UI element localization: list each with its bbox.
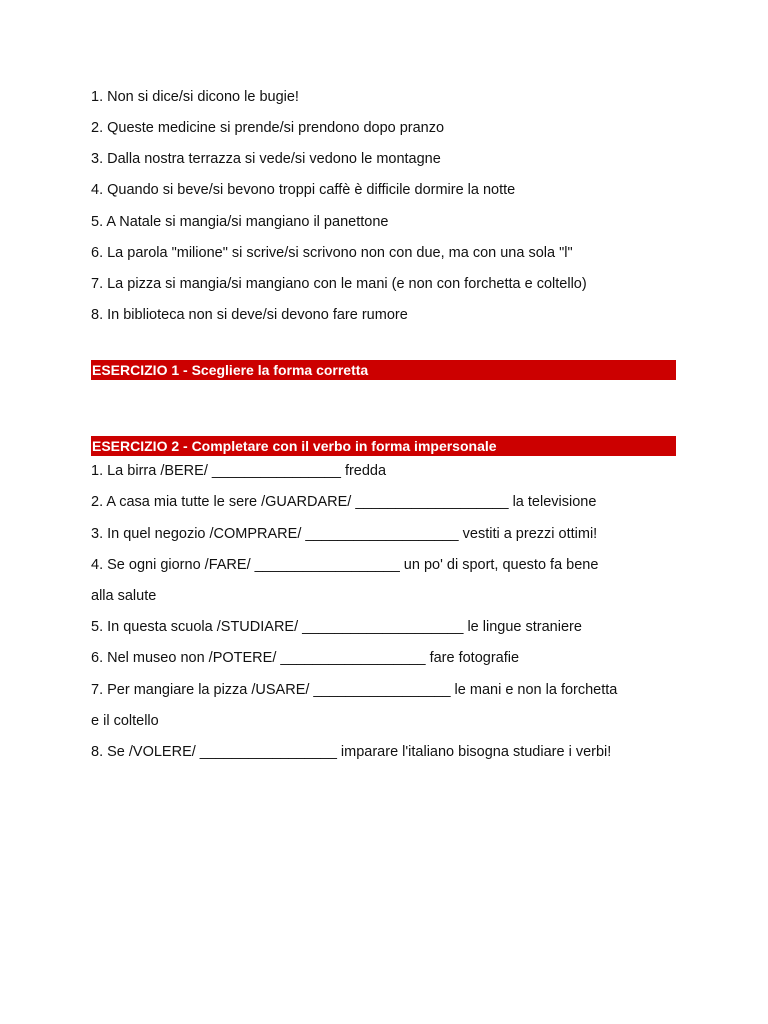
exercise1-item-5: 5. A Natale si mangia/si mangiano il panettone bbox=[91, 214, 389, 230]
exercise2-item-4-continued: alla salute bbox=[91, 588, 157, 604]
exercise1-title-banner: ESERCIZIO 1 - Scegliere la forma corretta bbox=[91, 360, 676, 380]
exercise1-item-7: 7. La pizza si mangia/si mangiano con le mani (e non con forchetta e coltello) bbox=[91, 276, 587, 292]
exercise1-item-8: 8. In biblioteca non si deve/si devono fare rumore bbox=[91, 307, 408, 323]
exercise1-item-3: 3. Dalla nostra terrazza si vede/si vedono le montagne bbox=[91, 151, 441, 167]
exercise2-item-2: 2. A casa mia tutte le sere /GUARDARE/ ___________________ la televisione bbox=[91, 494, 597, 510]
exercise1-item-6: 6. La parola "milione" si scrive/si scrivono non con due, ma con una sola "l" bbox=[91, 245, 573, 261]
exercise1-item-4: 4. Quando si beve/si bevono troppi caffè è difficile dormire la notte bbox=[91, 182, 516, 198]
exercise1-item-1: 1. Non si dice/si dicono le bugie! bbox=[91, 89, 299, 105]
exercise2-item-1: 1. La birra /BERE/ ________________ fredda bbox=[91, 463, 387, 479]
exercise2-item-8: 8. Se /VOLERE/ _________________ imparare l'italiano bisogna studiare i verbi! bbox=[91, 744, 612, 760]
exercise1-item-2: 2. Queste medicine si prende/si prendono dopo pranzo bbox=[91, 120, 445, 136]
exercise2-item-7-continued: e il coltello bbox=[91, 713, 159, 729]
exercise2-item-6: 6. Nel museo non /POTERE/ __________________ fare fotografie bbox=[91, 650, 520, 666]
exercise2-item-3: 3. In quel negozio /COMPRARE/ ___________________ vestiti a prezzi ottimi! bbox=[91, 526, 598, 542]
exercise2-item-7: 7. Per mangiare la pizza /USARE/ _________________ le mani e non la forchetta bbox=[91, 682, 618, 698]
exercise2-item-4: 4. Se ogni giorno /FARE/ __________________ un po' di sport, questo fa bene bbox=[91, 557, 599, 573]
exercise2-item-5: 5. In questa scuola /STUDIARE/ ____________________ le lingue straniere bbox=[91, 619, 582, 635]
exercise2-title-banner: ESERCIZIO 2 - Completare con il verbo in forma impersonale bbox=[91, 436, 676, 456]
